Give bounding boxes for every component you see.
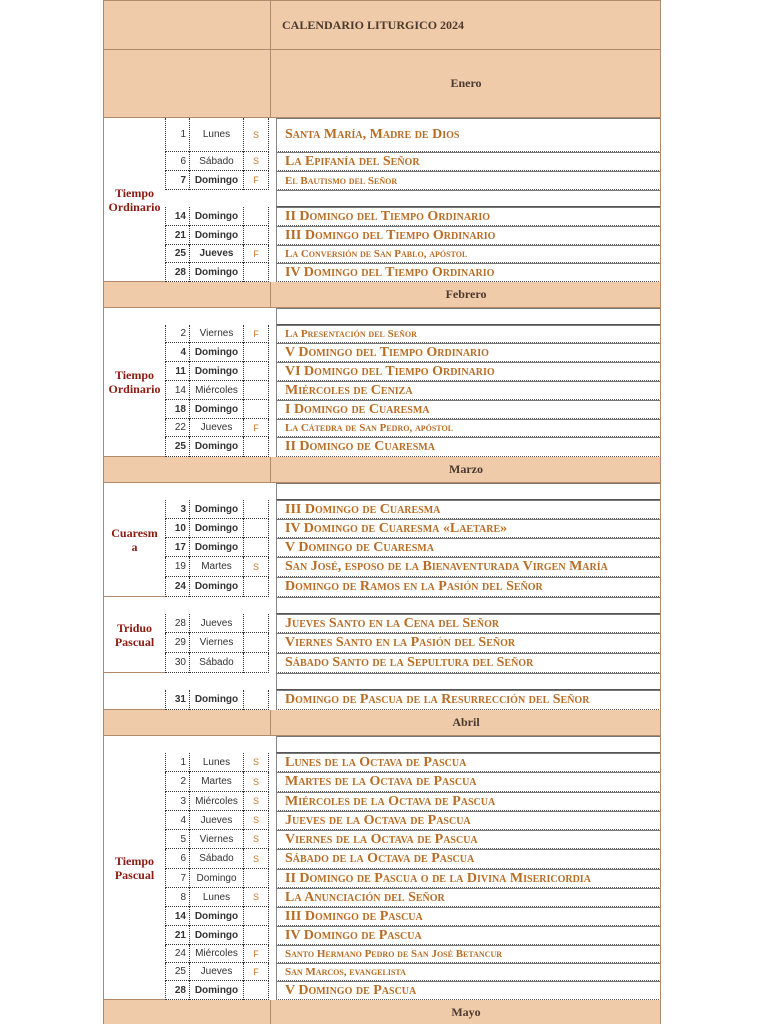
entry-rank: S bbox=[243, 557, 269, 577]
entry-rank: F bbox=[243, 171, 269, 190]
entry-day: 17 bbox=[165, 538, 189, 557]
entry-weekday: Domingo bbox=[189, 400, 243, 419]
entry-day: 21 bbox=[165, 226, 189, 245]
entry-celebration: San Marcos, evangelista bbox=[276, 963, 661, 981]
entry-weekday: Domingo bbox=[189, 981, 243, 1000]
season-label: Tiempo Ordinario bbox=[103, 118, 165, 282]
calendar-entry-row bbox=[103, 888, 661, 907]
entry-rank bbox=[243, 981, 269, 1000]
entry-rank bbox=[243, 343, 269, 362]
entry-weekday: Jueves bbox=[189, 245, 243, 263]
entry-day: 28 bbox=[165, 981, 189, 1000]
entry-weekday: Domingo bbox=[189, 437, 243, 457]
entry-weekday: Miércoles bbox=[189, 381, 243, 400]
entry-weekday: Viernes bbox=[189, 633, 243, 653]
calendar-entry-row bbox=[103, 419, 661, 437]
entry-rank bbox=[243, 577, 269, 597]
entry-weekday: Domingo bbox=[189, 869, 243, 888]
entry-celebration: Viernes Santo en la Pasión del Señor bbox=[276, 633, 661, 653]
entry-rank: S bbox=[243, 753, 269, 772]
calendar-entry-row bbox=[103, 152, 661, 171]
season-label: Triduo Pascual bbox=[103, 597, 165, 673]
entry-celebration: Santa María, Madre de Dios bbox=[276, 118, 661, 152]
calendar-entry-row bbox=[103, 171, 661, 190]
entry-day: 3 bbox=[165, 500, 189, 519]
entry-rank bbox=[243, 362, 269, 381]
entry-day: 8 bbox=[165, 888, 189, 907]
entry-rank bbox=[243, 437, 269, 457]
entry-day: 5 bbox=[165, 830, 189, 849]
entry-celebration: La Epifanía del Señor bbox=[276, 152, 661, 171]
month-label: Enero bbox=[450, 76, 482, 90]
month-header-mayo bbox=[103, 1000, 661, 1024]
calendar-entry-row bbox=[103, 633, 661, 653]
entry-rank: F bbox=[243, 963, 269, 981]
entry-rank: S bbox=[243, 792, 269, 811]
entry-celebration: Lunes de la Octava de Pascua bbox=[276, 753, 661, 772]
entry-weekday: Domingo bbox=[189, 226, 243, 245]
entry-rank bbox=[243, 263, 269, 282]
entry-rank bbox=[243, 653, 269, 673]
entry-day: 18 bbox=[165, 400, 189, 419]
entry-rank bbox=[243, 907, 269, 926]
entry-weekday: Domingo bbox=[189, 926, 243, 945]
entry-day: 31 bbox=[165, 690, 189, 710]
entry-rank: S bbox=[243, 772, 269, 792]
calendar-entry-row bbox=[103, 753, 661, 772]
entry-rank bbox=[243, 207, 269, 226]
entry-rank: F bbox=[243, 945, 269, 963]
entry-day: 28 bbox=[165, 263, 189, 282]
entry-celebration: Jueves de la Octava de Pascua bbox=[276, 811, 661, 830]
entry-celebration: II Domingo de Cuaresma bbox=[276, 437, 661, 457]
entry-day: 25 bbox=[165, 437, 189, 457]
entry-day: 14 bbox=[165, 907, 189, 926]
entry-rank bbox=[243, 538, 269, 557]
calendar-title: CALENDARIO LITURGICO 2024 bbox=[282, 17, 465, 32]
entry-rank: F bbox=[243, 419, 269, 437]
entry-weekday: Lunes bbox=[189, 118, 243, 152]
calendar-entry-row bbox=[103, 926, 661, 945]
entry-rank bbox=[243, 926, 269, 945]
entry-rank: F bbox=[243, 245, 269, 263]
entry-celebration: Viernes de la Octava de Pascua bbox=[276, 830, 661, 849]
entry-weekday: Martes bbox=[189, 772, 243, 792]
month-header-enero bbox=[103, 50, 661, 118]
entry-rank: S bbox=[243, 118, 269, 152]
entry-rank: S bbox=[243, 830, 269, 849]
entry-weekday: Domingo bbox=[189, 171, 243, 190]
entry-celebration: La Conversión de San Pablo, apóstol bbox=[276, 245, 661, 263]
entry-day: 29 bbox=[165, 633, 189, 653]
season-label: Cuaresma bbox=[103, 483, 165, 597]
entry-rank: S bbox=[243, 152, 269, 171]
entry-weekday: Domingo bbox=[189, 538, 243, 557]
month-label: Febrero bbox=[445, 287, 487, 301]
table-right-border bbox=[660, 0, 661, 1024]
calendar-entry-row bbox=[103, 981, 661, 1000]
entry-weekday: Jueves bbox=[189, 614, 243, 633]
entry-day: 4 bbox=[165, 811, 189, 830]
entry-celebration: Santo Hermano Pedro de San José Betancur bbox=[276, 945, 661, 963]
entry-weekday: Domingo bbox=[189, 690, 243, 710]
entry-day: 2 bbox=[165, 325, 189, 343]
entry-celebration: V Domingo del Tiempo Ordinario bbox=[276, 343, 661, 362]
entry-rank bbox=[243, 226, 269, 245]
entry-weekday: Lunes bbox=[189, 753, 243, 772]
entry-celebration: Domingo de Pascua de la Resurrección del Señor bbox=[276, 690, 661, 710]
calendar-entry-row bbox=[103, 963, 661, 981]
month-label: Abril bbox=[452, 715, 480, 729]
entry-celebration: III Domingo del Tiempo Ordinario bbox=[276, 226, 661, 245]
entry-weekday: Domingo bbox=[189, 343, 243, 362]
entry-day: 11 bbox=[165, 362, 189, 381]
entry-rank bbox=[243, 614, 269, 633]
entry-rank bbox=[243, 500, 269, 519]
entry-celebration: III Domingo de Cuaresma bbox=[276, 500, 661, 519]
entry-rank: S bbox=[243, 888, 269, 907]
calendar-entry-row bbox=[103, 500, 661, 519]
entry-day: 19 bbox=[165, 557, 189, 577]
calendar-entry-row bbox=[103, 538, 661, 557]
entry-rank: S bbox=[243, 811, 269, 830]
calendar-entry-row bbox=[103, 849, 661, 869]
entry-celebration: San José, esposo de la Bienaventurada Virgen María bbox=[276, 557, 661, 577]
spacer-row bbox=[103, 190, 661, 207]
calendar-entry-row bbox=[103, 362, 661, 381]
calendar-entry-row bbox=[103, 325, 661, 343]
entry-weekday: Miércoles bbox=[189, 792, 243, 811]
spacer-row bbox=[103, 736, 661, 753]
entry-day: 1 bbox=[165, 753, 189, 772]
entry-weekday: Viernes bbox=[189, 325, 243, 343]
entry-weekday: Sábado bbox=[189, 849, 243, 869]
entry-day: 25 bbox=[165, 963, 189, 981]
entry-day: 4 bbox=[165, 343, 189, 362]
calendar-entry-row bbox=[103, 400, 661, 419]
entry-weekday: Jueves bbox=[189, 963, 243, 981]
calendar-entry-row bbox=[103, 519, 661, 538]
entry-weekday: Lunes bbox=[189, 888, 243, 907]
entry-rank bbox=[243, 519, 269, 538]
entry-celebration: Miércoles de Ceniza bbox=[276, 381, 661, 400]
entry-weekday: Domingo bbox=[189, 500, 243, 519]
calendar-title-row bbox=[103, 0, 661, 50]
spacer-row bbox=[103, 673, 661, 690]
entry-day: 14 bbox=[165, 207, 189, 226]
entry-weekday: Domingo bbox=[189, 907, 243, 926]
calendar-entry-row bbox=[103, 245, 661, 263]
entry-rank: S bbox=[243, 849, 269, 869]
month-label: Marzo bbox=[449, 462, 483, 476]
entry-day: 6 bbox=[165, 152, 189, 171]
entry-day: 22 bbox=[165, 419, 189, 437]
calendar-entry-row bbox=[103, 830, 661, 849]
entry-celebration: I Domingo de Cuaresma bbox=[276, 400, 661, 419]
entry-celebration: IV Domingo de Cuaresma «Laetare» bbox=[276, 519, 661, 538]
month-header-abril bbox=[103, 710, 661, 736]
entry-weekday: Martes bbox=[189, 557, 243, 577]
entry-rank bbox=[243, 381, 269, 400]
calendar-entry-row bbox=[103, 907, 661, 926]
calendar-entry-row bbox=[103, 614, 661, 633]
season-label: Tiempo Pascual bbox=[103, 736, 165, 1000]
entry-celebration: II Domingo del Tiempo Ordinario bbox=[276, 207, 661, 226]
entry-rank bbox=[243, 869, 269, 888]
entry-day: 30 bbox=[165, 653, 189, 673]
spacer-row bbox=[103, 308, 661, 325]
entry-weekday: Domingo bbox=[189, 519, 243, 538]
entry-celebration: La Cátedra de San Pedro, apóstol bbox=[276, 419, 661, 437]
entry-weekday: Viernes bbox=[189, 830, 243, 849]
entry-day: 10 bbox=[165, 519, 189, 538]
entry-rank bbox=[243, 690, 269, 710]
entry-weekday: Miércoles bbox=[189, 945, 243, 963]
entry-celebration: III Domingo de Pascua bbox=[276, 907, 661, 926]
entry-rank: F bbox=[243, 325, 269, 343]
entry-day: 28 bbox=[165, 614, 189, 633]
entry-celebration: VI Domingo del Tiempo Ordinario bbox=[276, 362, 661, 381]
month-header-febrero bbox=[103, 282, 661, 308]
entry-day: 7 bbox=[165, 171, 189, 190]
entry-weekday: Domingo bbox=[189, 207, 243, 226]
calendar-entry-row bbox=[103, 343, 661, 362]
entry-weekday: Domingo bbox=[189, 263, 243, 282]
month-header-marzo bbox=[103, 457, 661, 483]
entry-day: 24 bbox=[165, 577, 189, 597]
entry-day: 7 bbox=[165, 869, 189, 888]
entry-day: 3 bbox=[165, 792, 189, 811]
calendar-entry-row bbox=[103, 577, 661, 597]
month-label: Mayo bbox=[451, 1005, 481, 1019]
calendar-entry-row bbox=[103, 869, 661, 888]
calendar-entry-row bbox=[103, 226, 661, 245]
calendar-entry-row bbox=[103, 653, 661, 673]
calendar-entry-row bbox=[103, 690, 661, 710]
entry-celebration: Sábado de la Octava de Pascua bbox=[276, 849, 661, 869]
entry-celebration: IV Domingo de Pascua bbox=[276, 926, 661, 945]
entry-weekday: Jueves bbox=[189, 419, 243, 437]
entry-weekday: Sábado bbox=[189, 653, 243, 673]
entry-celebration: Martes de la Octava de Pascua bbox=[276, 772, 661, 792]
calendar-entry-row bbox=[103, 772, 661, 792]
entry-day: 24 bbox=[165, 945, 189, 963]
calendar-entry-row bbox=[103, 263, 661, 282]
liturgical-calendar-table bbox=[103, 0, 661, 1024]
calendar-entry-row bbox=[103, 437, 661, 457]
entry-day: 1 bbox=[165, 118, 189, 152]
season-label: Tiempo Ordinario bbox=[103, 308, 165, 457]
entry-celebration: Sábado Santo de la Sepultura del Señor bbox=[276, 653, 661, 673]
entry-celebration: V Domingo de Cuaresma bbox=[276, 538, 661, 557]
entry-weekday: Domingo bbox=[189, 362, 243, 381]
entry-celebration: La Presentación del Señor bbox=[276, 325, 661, 343]
entry-celebration: La Anunciación del Señor bbox=[276, 888, 661, 907]
entry-weekday: Domingo bbox=[189, 577, 243, 597]
calendar-entry-row bbox=[103, 811, 661, 830]
entry-weekday: Sábado bbox=[189, 152, 243, 171]
entry-celebration: IV Domingo del Tiempo Ordinario bbox=[276, 263, 661, 282]
calendar-entry-row bbox=[103, 792, 661, 811]
entry-day: 25 bbox=[165, 245, 189, 263]
entry-celebration: Domingo de Ramos en la Pasión del Señor bbox=[276, 577, 661, 597]
calendar-entry-row bbox=[103, 207, 661, 226]
entry-day: 6 bbox=[165, 849, 189, 869]
calendar-entry-row bbox=[103, 118, 661, 152]
entry-celebration: El Bautismo del Señor bbox=[276, 171, 661, 190]
entry-rank bbox=[243, 400, 269, 419]
calendar-entry-row bbox=[103, 557, 661, 577]
entry-rank bbox=[243, 633, 269, 653]
entry-celebration: Jueves Santo en la Cena del Señor bbox=[276, 614, 661, 633]
spacer-row bbox=[103, 597, 661, 614]
entry-day: 21 bbox=[165, 926, 189, 945]
entry-day: 2 bbox=[165, 772, 189, 792]
calendar-entry-row bbox=[103, 945, 661, 963]
entry-weekday: Jueves bbox=[189, 811, 243, 830]
entry-day: 14 bbox=[165, 381, 189, 400]
entry-celebration: Miércoles de la Octava de Pascua bbox=[276, 792, 661, 811]
entry-celebration: II Domingo de Pascua o de la Divina Misericordia bbox=[276, 869, 661, 888]
calendar-entry-row bbox=[103, 381, 661, 400]
spacer-row bbox=[103, 483, 661, 500]
entry-celebration: V Domingo de Pascua bbox=[276, 981, 661, 1000]
